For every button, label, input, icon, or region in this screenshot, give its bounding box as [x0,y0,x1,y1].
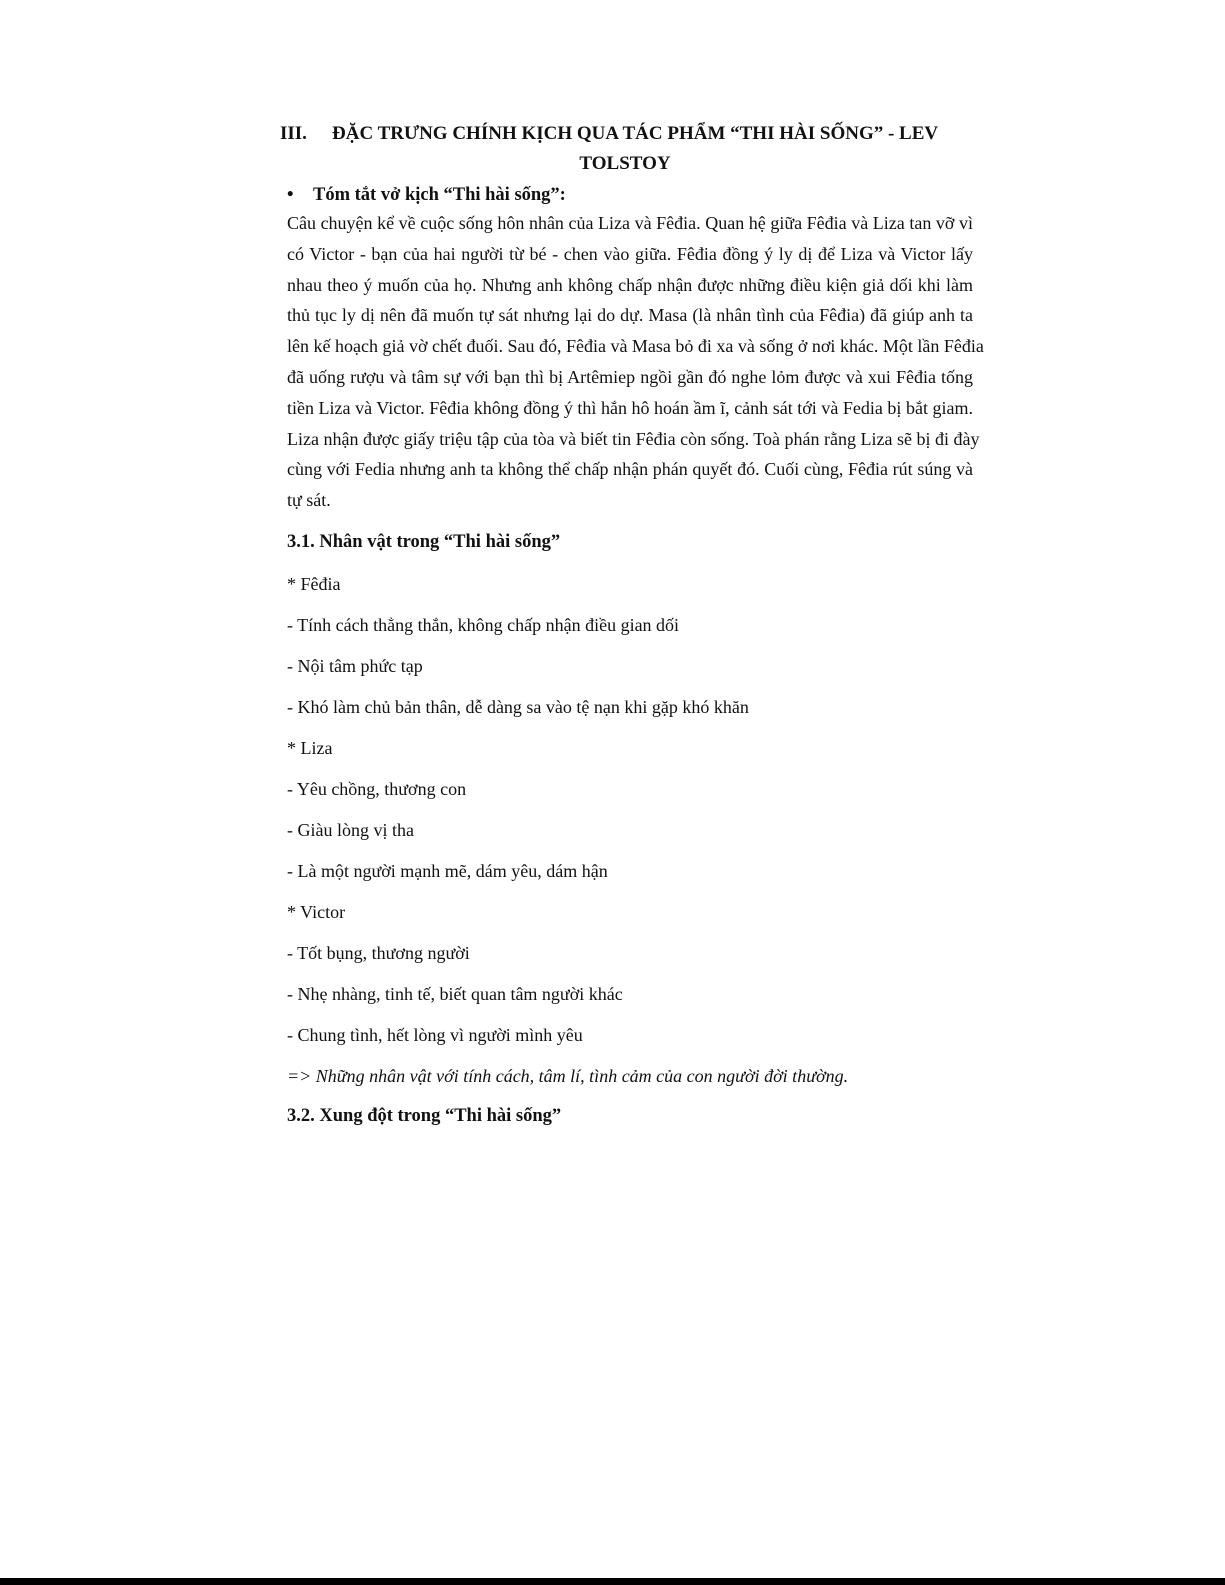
list-item: - Tốt bụng, thương người [287,943,470,963]
summary-line: thủ tục ly dị nên đã muốn tự sát nhưng lại do dự. Masa (là nhân tình của Fêđia) đã giúp anh ta [287,305,973,326]
list-item: - Là một người mạnh mẽ, dám yêu, dám hận [287,861,608,881]
summary-line: cùng với Fedia nhưng anh ta không thể chấp nhận phán quyết đó. Cuối cùng, Fêđia rút súng và [287,459,973,480]
summary-line: Liza nhận được giấy triệu tập của tòa và biết tin Fêđia còn sống. Toà phán rằng Liza sẽ bị đi đày [287,428,980,449]
character-heading-liza: * Liza [287,738,333,758]
summary-paragraph [287,208,984,516]
section-number: III. [280,123,307,144]
summary-line: có Victor - bạn của hai người từ bé - chen vào giữa. Fêđia đồng ý ly dị để Liza và Victor lấy [287,243,973,264]
summary-line: lên kế hoạch giả vờ chết đuối. Sau đó, Fêđia và Masa bỏ đi xa và sống ở nơi khác. Một lần Fêđia [287,336,984,357]
list-item: - Tính cách thẳng thắn, không chấp nhận điều gian dối [287,615,680,635]
list-item: - Yêu chồng, thương con [287,779,467,799]
bullet-icon: • [287,185,294,205]
subsection-title-3-1: 3.1. Nhân vật trong “Thi hài sống” [287,532,561,552]
list-item: - Nội tâm phức tạp [287,656,423,676]
section-title-line-1: ĐẶC TRƯNG CHÍNH KỊCH QUA TÁC PHẨM “THI HÀI SỐNG” - LEV [332,123,939,144]
section-title-line-2: TOLSTOY [579,153,671,174]
summary-heading [287,182,566,208]
summary-line: Câu chuyện kể về cuộc sống hôn nhân của Liza và Fêđia. Quan hệ giữa Fêđia và Liza tan vỡ vì [287,213,973,233]
list-item: - Giàu lòng vị tha [287,820,414,840]
subsection-title-3-2: 3.2. Xung đột trong “Thi hài sống” [287,1106,562,1126]
character-heading-victor: * Victor [287,902,346,922]
page-bottom-rule [0,1578,1225,1585]
summary-line: nhau theo ý muốn của họ. Nhưng anh không chấp nhận được những điều kiện giả dối khi làm [287,274,973,295]
character-heading-fedia: * Fêđia [287,574,341,594]
summary-label: Tóm tắt vở kịch “Thi hài sống”: [313,185,566,205]
list-item: - Nhẹ nhàng, tinh tế, biết quan tâm người khác [287,984,623,1004]
conclusion-text: => Những nhân vật với tính cách, tâm lí, tình cảm của con người đời thường. [287,1066,849,1086]
list-item: - Khó làm chủ bản thân, dễ dàng sa vào tệ nạn khi gặp khó khăn [287,697,749,717]
summary-line: tiền Liza và Victor. Fêđia không đồng ý thì hắn hô hoán ầm ĩ, cảnh sát tới và Fedia bị bắt giam. [287,397,973,418]
summary-line: đã uống rượu và tâm sự với bạn thì bị Artêmiep ngồi gần đó nghe lỏm được và xui Fêđia tống [287,366,973,387]
list-item: - Chung tình, hết lòng vì người mình yêu [287,1025,583,1045]
summary-line: tự sát. [287,490,331,511]
